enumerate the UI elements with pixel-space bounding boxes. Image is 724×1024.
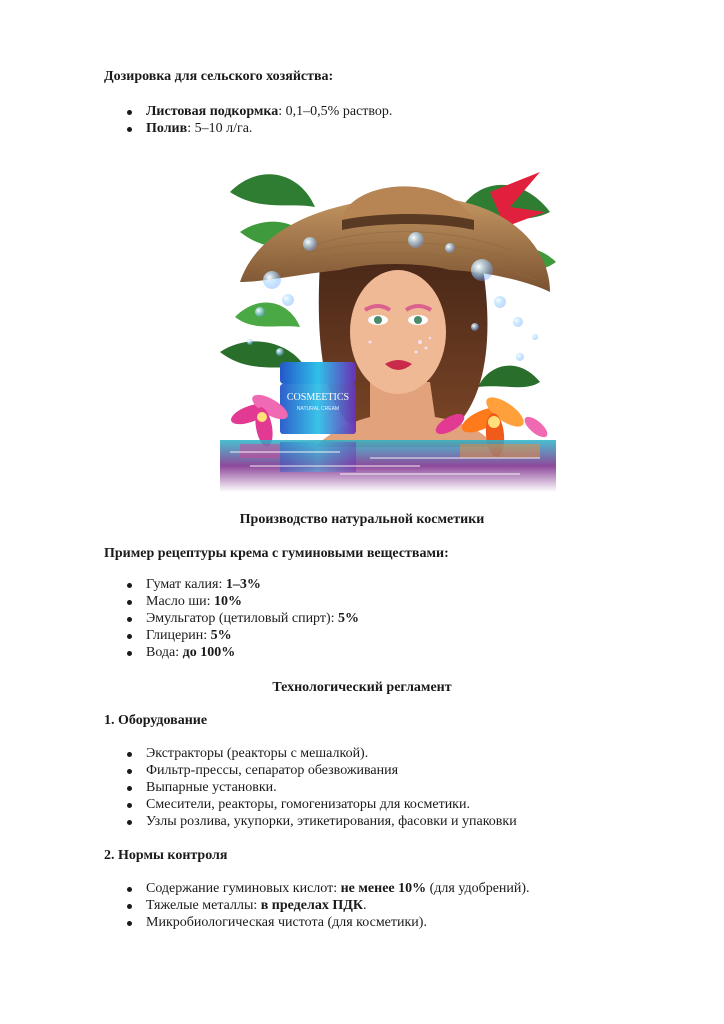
recipe-heading: Пример рецептуры крема с гуминовыми веществами: [104,546,449,561]
list-item [104,103,392,120]
list-item: Экстракторы (реакторы с мешалкой). [104,745,517,762]
ingredient-name: Гумат калия: [146,577,226,592]
item-term: Листовая подкормка [146,104,279,119]
list-item: Узлы розлива, укупорки, этикетирования, фасовки и упаковки [104,813,517,830]
item-value: : 5–10 л/га. [187,121,253,136]
item-term: Полив [146,121,188,136]
ingredient-amount: до 100% [182,645,236,660]
equipment-list [104,745,517,830]
list-item: Выпарные установки. [104,779,517,796]
control-text: Содержание гуминовых кислот: [146,881,341,896]
control-list [104,880,530,931]
list-item [104,880,530,897]
control-text: Микробиологическая чистота (для косметики). [146,915,427,930]
list-item [104,593,359,610]
jar-label: COSMEETICS [286,392,350,403]
cosmetics-jar [280,362,356,434]
list-item [104,120,392,137]
control-note: . [363,898,367,913]
ingredient-name: Масло ши: [146,594,215,609]
list-item: Фильтр-прессы, сепаратор обезвоживания [104,762,517,779]
ingredient-name: Вода: [146,645,183,660]
list-item [104,897,530,914]
control-value: в пределах ПДК [260,898,363,913]
list-item: Смесители, реакторы, гомогенизаторы для косметики. [104,796,517,813]
cosmetics-illustration [220,152,556,492]
list-item [104,610,359,627]
list-item [104,644,359,661]
agri-list [104,103,392,137]
list-item [104,627,359,644]
ingredient-amount: 10% [214,594,243,609]
ingredient-amount: 5% [210,628,232,643]
jar-sublabel: NATURAL CREAM [296,406,340,412]
control-heading: 2. Нормы контроля [104,848,228,863]
control-note: (для удобрений). [426,881,530,896]
equipment-heading: 1. Оборудование [104,713,208,728]
agri-heading: Дозировка для сельского хозяйства: [104,69,334,84]
ingredient-name: Эмульгатор (цетиловый спирт): [146,611,339,626]
ingredient-name: Глицерин: [146,628,211,643]
ingredient-amount: 5% [338,611,360,626]
list-item [104,914,530,931]
regulation-title: Технологический регламент [272,680,452,695]
control-value: не менее 10% [340,881,427,896]
cosmetics-title: Производство натуральной косметики [239,512,485,527]
ingredient-amount: 1–3% [225,577,261,592]
control-text: Тяжелые металлы: [146,898,261,913]
list-item [104,576,359,593]
recipe-list [104,576,359,661]
item-value: : 0,1–0,5% раствор. [278,104,393,119]
